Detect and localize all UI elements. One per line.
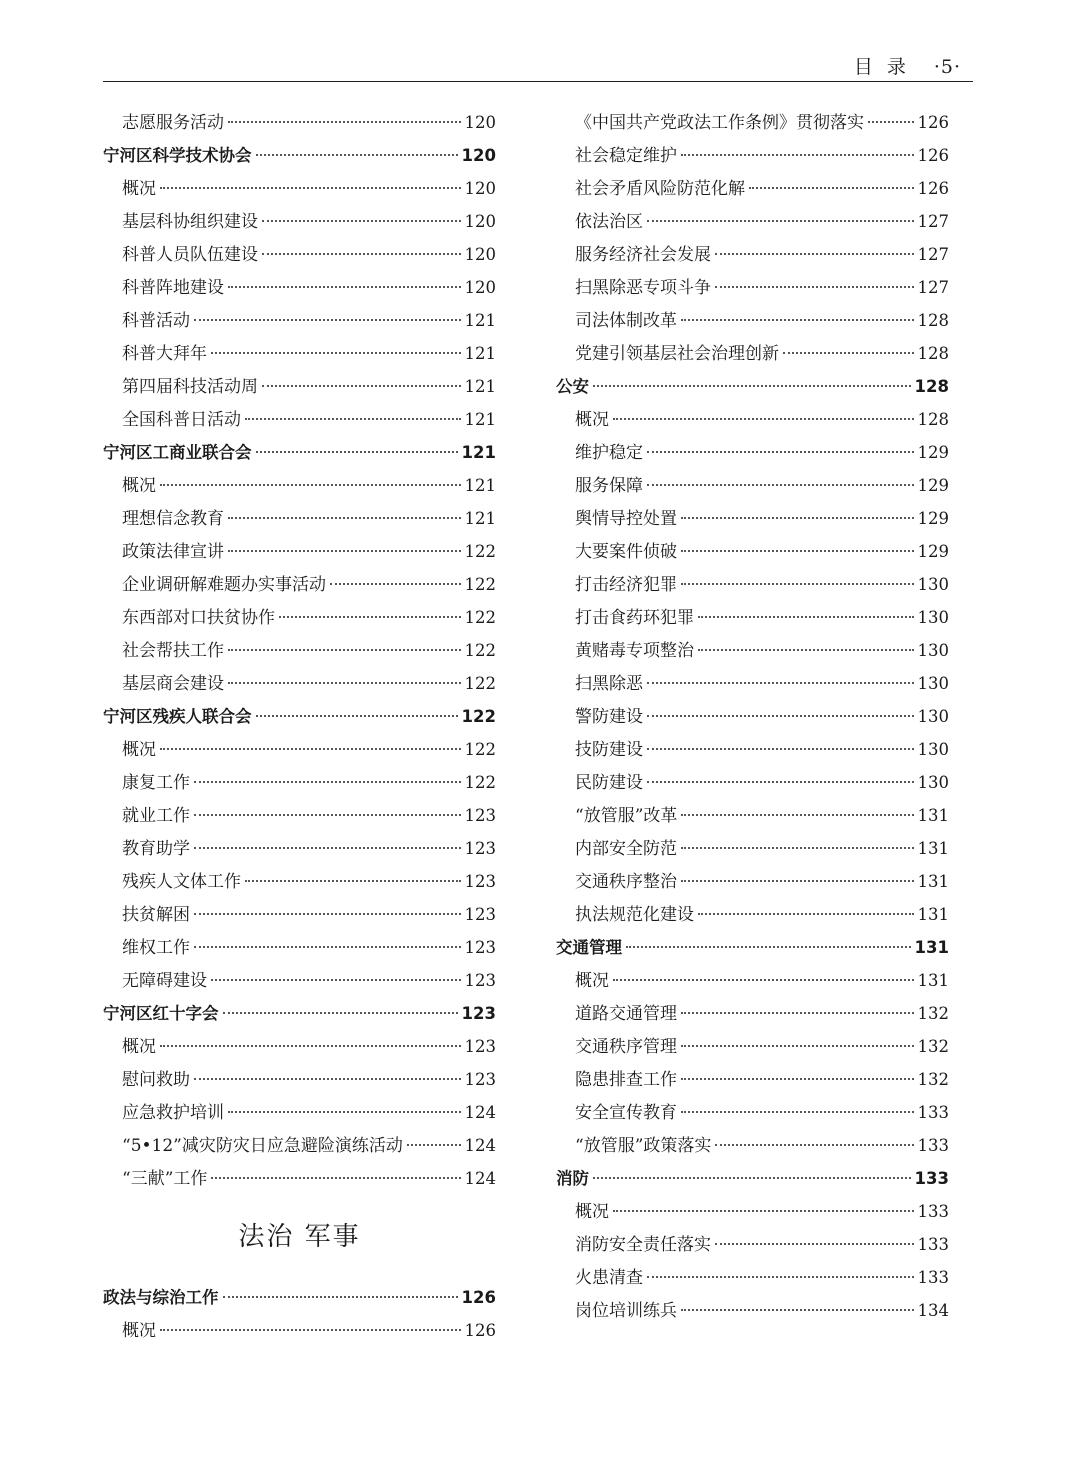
toc-page-number: 123 [464, 839, 496, 858]
toc-page-number: 130 [917, 740, 949, 759]
toc-entry[interactable] [103, 799, 496, 832]
toc-entry[interactable] [103, 667, 496, 700]
toc-page-number: 120 [464, 278, 496, 297]
toc-entry[interactable] [556, 601, 949, 634]
toc-leader-dots [681, 153, 914, 156]
toc-leader-dots [681, 1011, 914, 1014]
toc-leader-dots [715, 1242, 914, 1245]
toc-leader-dots [681, 813, 913, 816]
toc-leader-dots [194, 945, 461, 948]
toc-leader-dots [262, 219, 461, 222]
toc-entry-title: 概况 [122, 1321, 156, 1341]
toc-leader-dots [681, 582, 914, 585]
toc-entry-title: 警防建设 [575, 707, 643, 727]
toc-leader-dots [194, 846, 461, 849]
toc-page-number: 121 [464, 344, 496, 363]
toc-leader-dots [681, 1308, 914, 1311]
running-header [103, 52, 973, 80]
toc-heading-entry[interactable] [103, 436, 496, 469]
toc-entry-title: 无障碍建设 [122, 971, 207, 991]
toc-entry-title: 依法治区 [575, 212, 643, 232]
toc-leader-dots [647, 714, 914, 717]
toc-entry[interactable] [556, 1228, 949, 1261]
toc-page-number: 128 [917, 311, 949, 330]
toc-entry[interactable] [556, 799, 949, 832]
toc-entry-title: 舆情导控处置 [575, 509, 677, 529]
toc-entry-title: 岗位培训练兵 [575, 1301, 677, 1321]
toc-entry-title: 就业工作 [122, 806, 190, 826]
toc-page-number: 121 [464, 410, 496, 429]
toc-leader-dots [647, 1275, 914, 1278]
toc-entry[interactable] [556, 172, 949, 205]
toc-entry-title: 公安 [556, 377, 589, 396]
toc-leader-dots [194, 318, 461, 321]
toc-page-number: 133 [917, 1235, 949, 1254]
toc-leader-dots [681, 1110, 914, 1113]
toc-page-number: 123 [464, 905, 496, 924]
toc-entry-title: 康复工作 [122, 773, 190, 793]
toc-page-number: 124 [464, 1169, 496, 1188]
toc-leader-dots [407, 1143, 461, 1146]
toc-entry-title: 打击食药环犯罪 [575, 608, 694, 628]
toc-entry-title: 隐患排查工作 [575, 1070, 677, 1090]
toc-page-number: 122 [464, 575, 496, 594]
toc-entry[interactable] [556, 502, 949, 535]
toc-entry-title: 交通管理 [556, 938, 622, 957]
toc-entry[interactable] [556, 634, 949, 667]
toc-entry-title: 维护稳定 [575, 443, 643, 463]
toc-entry-title: 科普人员队伍建设 [122, 245, 258, 265]
toc-leader-dots [211, 351, 461, 354]
toc-left-entries-after-section [103, 1281, 496, 1347]
toc-page-number: 130 [917, 674, 949, 693]
toc-page-number: 129 [917, 443, 949, 462]
toc-entry-title: “三献”工作 [122, 1169, 208, 1189]
toc-leader-dots [698, 912, 914, 915]
toc-page-number: 131 [917, 971, 949, 990]
toc-page-number: 128 [917, 344, 949, 363]
toc-leader-dots [223, 1295, 458, 1298]
toc-heading-entry[interactable] [556, 370, 949, 403]
toc-page-number: 126 [464, 1321, 496, 1340]
toc-leader-dots [783, 351, 914, 354]
toc-entry[interactable] [103, 403, 496, 436]
toc-leader-dots [194, 912, 461, 915]
toc-entry[interactable] [103, 1096, 496, 1129]
toc-entry[interactable] [556, 271, 949, 304]
toc-page-number: 127 [917, 212, 949, 231]
toc-entry-title: 内部安全防范 [575, 839, 677, 859]
toc-page-number: 133 [917, 1103, 949, 1122]
toc-leader-dots [160, 483, 461, 486]
toc-page-number: 123 [464, 806, 496, 825]
toc-entry[interactable] [556, 106, 949, 139]
toc-leader-dots [223, 1011, 458, 1014]
toc-entry-title: 概况 [575, 1202, 609, 1222]
toc-page-number: 129 [917, 509, 949, 528]
toc-page-number: 131 [917, 806, 949, 825]
toc-page-number: 120 [464, 212, 496, 231]
toc-page-number: 131 [917, 839, 949, 858]
toc-leader-dots [330, 582, 461, 585]
toc-entry[interactable] [556, 1195, 949, 1228]
toc-page-number: 130 [917, 773, 949, 792]
toc-entry[interactable] [556, 997, 949, 1030]
toc-entry-title: 应急救护培训 [122, 1103, 224, 1123]
toc-page-number: 122 [464, 773, 496, 792]
toc-page-number: 132 [917, 1070, 949, 1089]
toc-leader-dots [593, 384, 911, 387]
toc-entry-title: 司法体制改革 [575, 311, 677, 331]
toc-entry-title: 概况 [575, 410, 609, 430]
toc-page-number: 124 [464, 1103, 496, 1122]
toc-page-number: 122 [461, 707, 496, 726]
toc-page-number: 126 [917, 179, 949, 198]
toc-heading-entry[interactable] [103, 997, 496, 1030]
toc-leader-dots [613, 417, 914, 420]
toc-entry[interactable] [103, 601, 496, 634]
toc-page-number: 131 [917, 872, 949, 891]
toc-entry-title: “5•12”减灾防灾日应急避险演练活动 [122, 1136, 403, 1156]
toc-entry[interactable] [103, 370, 496, 403]
toc-leader-dots [228, 120, 461, 123]
toc-leader-dots [698, 648, 914, 651]
toc-entry-title: 志愿服务活动 [122, 113, 224, 133]
toc-entry-title: 黄赌毒专项整治 [575, 641, 694, 661]
toc-page-number: 126 [917, 146, 949, 165]
header-rule [103, 81, 973, 82]
toc-entry[interactable] [556, 832, 949, 865]
toc-entry-title: 扶贫解困 [122, 905, 190, 925]
toc-page-number: 129 [917, 542, 949, 561]
toc-leader-dots [160, 1328, 461, 1331]
toc-page-number: 124 [464, 1136, 496, 1155]
toc-page-number: 123 [461, 1004, 496, 1023]
toc-page-number: 126 [917, 113, 949, 132]
toc-entry-title: 社会帮扶工作 [122, 641, 224, 661]
toc-entry-title: 服务保障 [575, 476, 643, 496]
toc-leader-dots [647, 780, 914, 783]
toc-entry-title: “放管服”政策落实 [575, 1136, 712, 1156]
toc-page-number: 128 [914, 377, 949, 396]
toc-entry[interactable] [103, 964, 496, 997]
toc-page-number: 122 [464, 542, 496, 561]
toc-leader-dots [228, 285, 461, 288]
toc-entry[interactable] [103, 1314, 496, 1347]
toc-leader-dots [868, 120, 914, 123]
toc-page-number: 121 [464, 311, 496, 330]
toc-entry[interactable] [556, 865, 949, 898]
toc-entry-title: 科普活动 [122, 311, 190, 331]
toc-entry-title: 扫黑除恶专项斗争 [575, 278, 711, 298]
toc-entry-title: 慰问救助 [122, 1070, 190, 1090]
toc-leader-dots [160, 1044, 461, 1047]
toc-page-number: 123 [464, 938, 496, 957]
toc-entry[interactable] [103, 106, 496, 139]
toc-entry-title: 社会矛盾风险防范化解 [575, 179, 745, 199]
toc-leader-dots [262, 384, 461, 387]
toc-entry-title: 交通秩序整治 [575, 872, 677, 892]
toc-entry-title: 执法规范化建设 [575, 905, 694, 925]
toc-entry-title: 全国科普日活动 [122, 410, 241, 430]
toc-entry-title: 教育助学 [122, 839, 190, 859]
toc-entry[interactable] [103, 502, 496, 535]
toc-left-column [103, 106, 496, 1347]
toc-page-number: 122 [464, 740, 496, 759]
toc-entry-title: 概况 [122, 179, 156, 199]
section-title: 法治 军事 [238, 1222, 361, 1252]
toc-entry[interactable] [556, 469, 949, 502]
toc-leader-dots [256, 153, 458, 156]
toc-entry[interactable] [103, 1030, 496, 1063]
toc-page-number: 123 [464, 872, 496, 891]
toc-entry[interactable] [556, 568, 949, 601]
toc-leader-dots [211, 978, 461, 981]
toc-page-number: 132 [917, 1004, 949, 1023]
toc-entry-title: 宁河区红十字会 [103, 1004, 219, 1023]
toc-entry[interactable] [556, 337, 949, 370]
toc-entry-title: 火患清查 [575, 1268, 643, 1288]
toc-entry-title: 维权工作 [122, 938, 190, 958]
toc-entry-title: 道路交通管理 [575, 1004, 677, 1024]
toc-entry-title: 打击经济犯罪 [575, 575, 677, 595]
toc-page-number: 131 [917, 905, 949, 924]
toc-page-number: 127 [917, 245, 949, 264]
toc-entry[interactable] [103, 469, 496, 502]
toc-entry-title: 科普大拜年 [122, 344, 207, 364]
toc-page-number: 133 [917, 1202, 949, 1221]
toc-leader-dots [647, 219, 914, 222]
toc-page-number: 130 [917, 641, 949, 660]
toc-entry[interactable] [556, 1063, 949, 1096]
toc-entry[interactable] [103, 304, 496, 337]
toc-entry-title: 安全宣传教育 [575, 1103, 677, 1123]
toc-page-number: 121 [461, 443, 496, 462]
toc-leader-dots [256, 714, 458, 717]
toc-entry[interactable] [103, 205, 496, 238]
toc-page-number: 130 [917, 707, 949, 726]
toc-leader-dots [228, 681, 461, 684]
toc-leader-dots [681, 879, 914, 882]
toc-entry[interactable] [556, 1294, 949, 1327]
toc-page-number: 122 [464, 608, 496, 627]
toc-page-number: 130 [917, 575, 949, 594]
toc-page-number: 122 [464, 641, 496, 660]
toc-entry[interactable] [556, 964, 949, 997]
toc-leader-dots [160, 747, 461, 750]
toc-entry[interactable] [103, 568, 496, 601]
toc-entry-title: 宁河区科学技术协会 [103, 146, 252, 165]
toc-leader-dots [715, 1143, 913, 1146]
toc-entry-title: 理想信念教育 [122, 509, 224, 529]
header-page-number: ·5· [933, 56, 961, 78]
toc-leader-dots [211, 1176, 460, 1179]
toc-entry-title: 概况 [122, 476, 156, 496]
toc-leader-dots [681, 846, 914, 849]
toc-entry-title: 大要案件侦破 [575, 542, 677, 562]
toc-page-number: 123 [464, 1037, 496, 1056]
toc-leader-dots [228, 1110, 461, 1113]
toc-page-number: 122 [464, 674, 496, 693]
toc-entry-title: 政策法律宣讲 [122, 542, 224, 562]
toc-leader-dots [715, 285, 914, 288]
toc-entry[interactable] [103, 898, 496, 931]
toc-entry-title: 概况 [122, 1037, 156, 1057]
toc-leader-dots [626, 945, 911, 948]
toc-entry[interactable] [556, 304, 949, 337]
toc-entry-title: 残疾人文体工作 [122, 872, 241, 892]
toc-entry-title: 基层科协组织建设 [122, 212, 258, 232]
toc-entry[interactable] [556, 733, 949, 766]
toc-page-number: 132 [917, 1037, 949, 1056]
header-text [854, 52, 961, 79]
toc-entry-title: “放管服”改革 [575, 806, 678, 826]
toc-entry[interactable] [556, 436, 949, 469]
toc-leader-dots [228, 549, 461, 552]
toc-entry-title: 交通秩序管理 [575, 1037, 677, 1057]
toc-page-number: 133 [914, 1169, 949, 1188]
toc-leader-dots [647, 483, 914, 486]
toc-leader-dots [245, 879, 461, 882]
toc-leader-dots [647, 681, 914, 684]
toc-leader-dots [698, 615, 914, 618]
toc-entry[interactable] [556, 1129, 949, 1162]
toc-page-number: 123 [464, 971, 496, 990]
toc-leader-dots [279, 615, 461, 618]
toc-entry[interactable] [103, 634, 496, 667]
toc-entry-title: 民防建设 [575, 773, 643, 793]
toc-entry[interactable] [556, 403, 949, 436]
toc-entry-title: 消防安全责任落实 [575, 1235, 711, 1255]
toc-page-number: 120 [461, 146, 496, 165]
toc-entry[interactable] [103, 865, 496, 898]
toc-entry[interactable] [556, 700, 949, 733]
toc-entry[interactable] [103, 931, 496, 964]
toc-entry-title: 科普阵地建设 [122, 278, 224, 298]
toc-leader-dots [647, 747, 914, 750]
toc-leader-dots [194, 780, 461, 783]
toc-entry-title: 东西部对口扶贫协作 [122, 608, 275, 628]
toc-entry[interactable] [556, 1261, 949, 1294]
toc-page-number: 126 [461, 1288, 496, 1307]
toc-entry[interactable] [556, 205, 949, 238]
toc-page-number: 133 [917, 1136, 949, 1155]
toc-leader-dots [749, 186, 914, 189]
toc-leader-dots [256, 450, 458, 453]
toc-entry-title: 《中国共产党政法工作条例》贯彻落实 [575, 113, 864, 133]
header-section-label: 目录 [853, 56, 920, 78]
toc-leader-dots [715, 252, 914, 255]
toc-entry[interactable] [103, 337, 496, 370]
toc-entry[interactable] [103, 271, 496, 304]
toc-entry-title: 第四届科技活动周 [122, 377, 258, 397]
toc-entry[interactable] [103, 832, 496, 865]
toc-left-entries [103, 106, 496, 1195]
toc-page-number: 121 [464, 476, 496, 495]
toc-page-number: 121 [464, 509, 496, 528]
toc-entry-title: 技防建设 [575, 740, 643, 760]
toc-entry-title: 宁河区残疾人联合会 [103, 707, 252, 726]
toc-heading-entry[interactable] [103, 139, 496, 172]
toc-entry[interactable] [103, 1129, 496, 1162]
toc-leader-dots [262, 252, 461, 255]
toc-leader-dots [194, 1077, 461, 1080]
toc-entry[interactable] [556, 139, 949, 172]
toc-page-number: 120 [464, 179, 496, 198]
toc-page-number: 123 [464, 1070, 496, 1089]
toc-leader-dots [245, 417, 461, 420]
toc-page-number: 134 [917, 1301, 949, 1320]
toc-leader-dots [681, 516, 914, 519]
toc-entry-title: 宁河区工商业联合会 [103, 443, 252, 462]
toc-leader-dots [228, 516, 461, 519]
toc-leader-dots [681, 549, 914, 552]
toc-leader-dots [593, 1176, 911, 1179]
toc-entry-title: 企业调研解难题办实事活动 [122, 575, 326, 595]
toc-leader-dots [613, 1209, 914, 1212]
toc-page-number: 129 [917, 476, 949, 495]
toc-page-number: 131 [914, 938, 949, 957]
toc-entry-title: 基层商会建设 [122, 674, 224, 694]
toc-heading-entry[interactable] [103, 1281, 496, 1314]
toc-entry[interactable] [556, 1030, 949, 1063]
toc-entry[interactable] [556, 766, 949, 799]
toc-entry[interactable] [103, 766, 496, 799]
toc-right-column [556, 106, 949, 1327]
toc-heading-entry[interactable] [103, 700, 496, 733]
toc-entry-title: 概况 [575, 971, 609, 991]
toc-leader-dots [194, 813, 461, 816]
toc-right-entries [556, 106, 949, 1327]
toc-entry-title: 服务经济社会发展 [575, 245, 711, 265]
toc-leader-dots [160, 186, 461, 189]
toc-entry[interactable] [556, 667, 949, 700]
toc-page-number: 128 [917, 410, 949, 429]
toc-entry[interactable] [103, 238, 496, 271]
toc-page-number: 120 [464, 113, 496, 132]
toc-heading-entry[interactable] [556, 931, 949, 964]
toc-entry-title: 政法与综治工作 [103, 1288, 219, 1307]
toc-page-number: 127 [917, 278, 949, 297]
toc-leader-dots [647, 450, 914, 453]
toc-page-number: 121 [464, 377, 496, 396]
toc-entry[interactable] [556, 1096, 949, 1129]
toc-leader-dots [681, 1044, 914, 1047]
toc-entry-title: 消防 [556, 1169, 589, 1188]
toc-heading-entry[interactable] [556, 1162, 949, 1195]
toc-page-number: 130 [917, 608, 949, 627]
toc-entry[interactable] [103, 1162, 496, 1195]
toc-leader-dots [228, 648, 461, 651]
toc-entry[interactable] [103, 535, 496, 568]
toc-entry-title: 党建引领基层社会治理创新 [575, 344, 779, 364]
toc-page-number: 133 [917, 1268, 949, 1287]
toc-leader-dots [613, 978, 914, 981]
toc-entry-title: 概况 [122, 740, 156, 760]
toc-page-number: 120 [464, 245, 496, 264]
toc-entry[interactable] [103, 733, 496, 766]
toc-entry[interactable] [103, 172, 496, 205]
toc-leader-dots [681, 1077, 914, 1080]
toc-leader-dots [681, 318, 914, 321]
toc-entry[interactable] [556, 898, 949, 931]
toc-entry-title: 社会稳定维护 [575, 146, 677, 166]
toc-entry[interactable] [556, 238, 949, 271]
toc-entry[interactable] [556, 535, 949, 568]
toc-entry-title: 扫黑除恶 [575, 674, 643, 694]
toc-entry[interactable] [103, 1063, 496, 1096]
